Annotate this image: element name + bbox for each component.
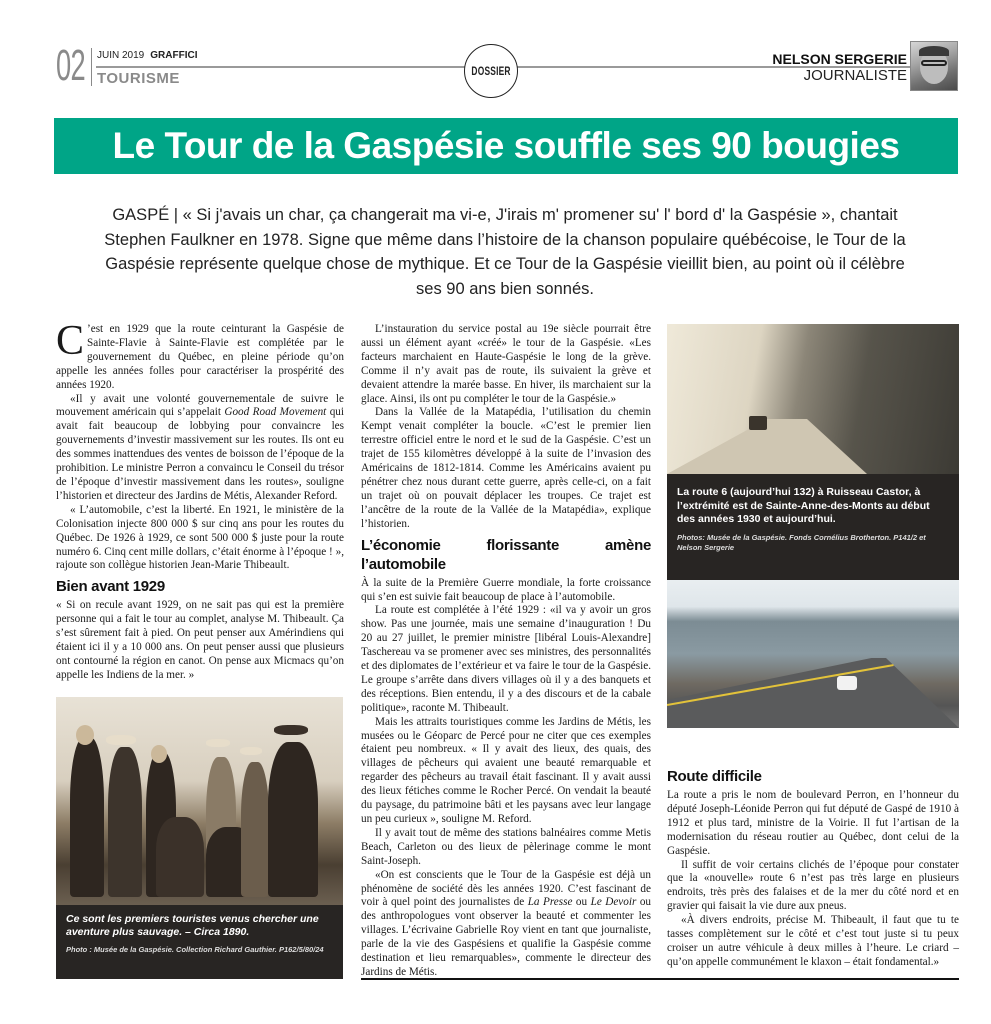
paragraph: L’instauration du service postal au 19e siècle pourrait être aussi un élément ayant «créé» le tour de la Gaspésie. «Les facteurs marchaient en Haute-Gaspésie le long de la grève. Comme il n’y avait pas de route, ils suivaient la grève et devaient attendre la marée basse. En hiver, ils marchaient sur la glace. Ainsi, ils ont pu compléter le tour de la Gaspésie.» [361, 323, 651, 405]
paragraph: Il suffit de voir certains clichés de l’époque pour constater que la «nouvelle» route 6 n’est pas très large en plusieurs endroits, très près des falaises et de la mer du côté nord et en gravier qui faisait la vie dure aux pneus. [667, 858, 959, 913]
photo-figure [156, 817, 204, 897]
paragraph: « L’automobile, c’est la liberté. En 1921, le ministère de la Colonisation injecte 800 000 $ sur cinq ans pour les routes du Québec. De 1926 à 1929, ce sont 500 000 $ juste pour la route numéro 6. Cinq cent mille dollars, c’était énorme à l’époque ! », rajoute son collègue historien Jean-Marie Thibeault. [56, 503, 344, 572]
paragraph: Il y avait tout de même des stations balnéaires comme Metis Beach, Carleton ou des lieux de pèlerinage comme le mont Saint-Joseph. [361, 826, 651, 867]
author-glasses [921, 60, 947, 66]
photo-figure-head [151, 745, 167, 763]
drop-cap: C [56, 318, 85, 364]
paragraph: « Si on recule avant 1929, on ne sait pas qui est la première personne qui a fait le tour au complet, analyse M. Thibeault. Ça s’est sûrement fait à pied. On peut penser aux Amérindiens qui étaient ici il y a 10 000 ans. On peut penser aussi que plusieurs ont contourné la région en canot. On pense aux Micmacs qu’on appelle les Indiens de la mer. » [56, 599, 344, 681]
author-role: JOURNALISTE [803, 67, 907, 84]
article-lead: GASPÉ | « Si j'avais un char, ça changerait ma vi-e, J'irais m' promener su' l' bord d' la Gaspésie », chantait Stephen Faulkner en 1978. Signe que même dans l’histoire de la chanson populaire québécoise, le Tour de la Gaspésie représente quelque chose de mythique. Et ce Tour de la Gaspésie vieillit bien, au point où il célèbre ses 90 ans bien sonnés. [104, 206, 906, 298]
photo-figure-hat [206, 739, 230, 747]
paragraph-text: qui avait fait beaucoup de lobbying pour convaincre les gouvernements d’investir massivement sur les routes. Ils ont eu des sommes inattendues des ventes de boisson de l’époque de la prohibition. Le ministre Perron a convaincu le Conseil du trésor de l’époque d’investir massivement dans les routes», souligne l’historien et directeur des Jardins de Métis, Alexander Reford. [56, 406, 344, 502]
photo-figure-hat [274, 725, 308, 735]
italic-term: Good Road Movement [224, 406, 327, 419]
photo-vintage-car [749, 416, 767, 430]
photo-figure [70, 737, 104, 897]
column-1 [56, 318, 344, 683]
author-photo [910, 41, 958, 91]
dossier-badge [464, 44, 518, 98]
end-rule [361, 978, 959, 980]
photo-road [667, 658, 959, 728]
paragraph: «À divers endroits, précise M. Thibeault, il faut que tu te tasses complètement sur le côté et c’est tout juste si tu peux croiser un autre véhicule à deux milles à l’heure. Le criard – qu’on appelle communément le klaxon – était fondamental.» [667, 914, 959, 968]
paragraph-text: ’est en 1929 que la route ceinturant la Gaspésie de Sainte-Flavie à Sainte-Flavie est complétée par le gouvernement du Québec, en pleine période qu’on appelle les années folles pour caractériser la prospérité des années 1920. [56, 323, 344, 391]
photo-figure [268, 742, 318, 897]
paragraph: Mais les attraits touristiques comme les Jardins de Métis, les musées ou le Géoparc de Percé pour ne citer que ces exemples étaient peu nombreux. « Il y avait des lieux, des quais, des villages de pêcheurs qui avaient une beauté remarquable et regarder des pêcheurs au travail était fascinant. Il y avait aussi des lieux fétiches comme le Rocher Percé. On vendait la beauté du paysage, du patrimoine bâti et les paysans avec leur langage un peu curieux », souligne M. Reford. [361, 715, 651, 825]
paragraph [56, 318, 344, 393]
section-label: TOURISME [97, 70, 180, 87]
page-number: 02 [56, 41, 86, 90]
author-hair [919, 46, 949, 56]
photo-figure [108, 747, 142, 897]
paragraph [361, 869, 651, 980]
italic-term: Le Devoir [590, 896, 637, 909]
photo-credit: Photo : Musée de la Gaspésie. Collection Richard Gauthier. P162/5/80/24 [66, 945, 324, 954]
photo-figure-hat [240, 747, 262, 755]
subheading: Route difficile [667, 768, 762, 785]
photo-figure-head [76, 725, 94, 745]
photo-road [667, 419, 867, 474]
paragraph-text: ou des anthropologues vont observer la beauté et commenter les villages. L’écrivaine Gabrielle Roy vient en tant que journaliste, parle de la vie des Gaspésiens et qualifie la Gaspésie comme destination et lieu remarquables», commente le directeur des Jardins de Métis. [361, 896, 652, 978]
historic-tourists-photo [56, 697, 343, 907]
paragraph: La route a pris le nom de boulevard Perron, en l’honneur du député Joseph-Léonide Perron qui fut député de Gaspé de 1910 à 1912 et plus tard, ministre de la Voirie. Il fut l’artisan de la modernisation du réseau routier au Québec, dont celui de la Gaspésie. [667, 789, 959, 857]
paragraph-text: ou [572, 896, 591, 909]
paragraph: Dans la Vallée de la Matapédia, l’utilisation du chemin Kempt venait compléter la boucle. «C’est le premier lien terrestre officiel entre le nord et le sud de la Gaspésie. C’est un trajet de 155 kilomètres développé à la suite de l’invasion des Américains de 1812-1814. Comme les Américains avaient pu pénétrer chez nous durant cette guerre, après celle-ci, on a fait un trajet où on pouvait déplacer les troupes. Ce trajet est l’ancêtre de la route de la Vallée de la Matapédia», explique l’historien. [361, 406, 651, 530]
issue-date: JUIN 2019 [97, 50, 145, 61]
article-title: Le Tour de la Gaspésie souffle ses 90 bougies [112, 125, 900, 166]
italic-term: La Presse [527, 896, 573, 909]
photo-caption [56, 905, 343, 979]
photo-caption [667, 474, 959, 580]
column-2 [361, 323, 651, 980]
publication-name: GRAFFICI [150, 50, 198, 61]
modern-road-photo [667, 580, 959, 728]
byline [772, 51, 907, 84]
photo-credit: Photos: Musée de la Gaspésie. Fonds Cornélius Brotherton. P141/2 et Nelson Sergerie [677, 532, 926, 552]
caption-text: Ce sont les premiers touristes venus chercher une aventure plus sauvage. – Circa 1890. [66, 913, 319, 938]
photo-figure [241, 762, 269, 897]
photo-modern-car [837, 676, 857, 690]
author-name: NELSON SERGERIE [772, 51, 907, 67]
paragraph-text: «On est conscients que le Tour de la Gaspésie est déjà un phénomène de société dès les années 1920. C’est fascinant de voir à quel point des journalistes de [361, 868, 651, 909]
paragraph: La route est complétée à l’été 1929 : «il va y avoir un gros show. Pas une journée, mais une semaine d’inauguration ! Du 20 au 27 juillet, le premier ministre [libéral Louis-Alexandre] Taschereau va se promener avec ses ministres, des personnalités et des diplomates de l’extérieur et va faire le tour de la Gaspésie. Le groupe s’arrête dans divers villages où il y a des banquets et des réceptions. Bien entendu, il y a des discours et de la cabale politique», raconte M. Thibeault. [361, 604, 651, 714]
column-3 [667, 767, 959, 970]
caption-text: La route 6 (aujourd’hui 132) à Ruisseau Castor, à l’extrémité est de Sainte-Anne-des-Monts au début des années 1930 et aujourd’hui. [677, 486, 930, 525]
historic-road-photo [667, 324, 959, 474]
title-banner [54, 118, 958, 174]
photo-figure-hat [106, 735, 136, 745]
subheading: Bien avant 1929 [56, 578, 165, 596]
paragraph [56, 393, 344, 504]
paragraph: À la suite de la Première Guerre mondiale, la forte croissance qui s’en est suivie fait beaucoup de place à l’automobile. [361, 576, 651, 603]
paragraph-text: «Il y avait une volonté gouvernementale de suivre le mouvement américain qui s’appelait [56, 392, 344, 419]
header-divider [91, 48, 92, 86]
dossier-label: DOSSIER [471, 64, 511, 78]
subheading: L’économie florissante amène l’automobile [361, 536, 651, 573]
issue-info [97, 50, 197, 61]
